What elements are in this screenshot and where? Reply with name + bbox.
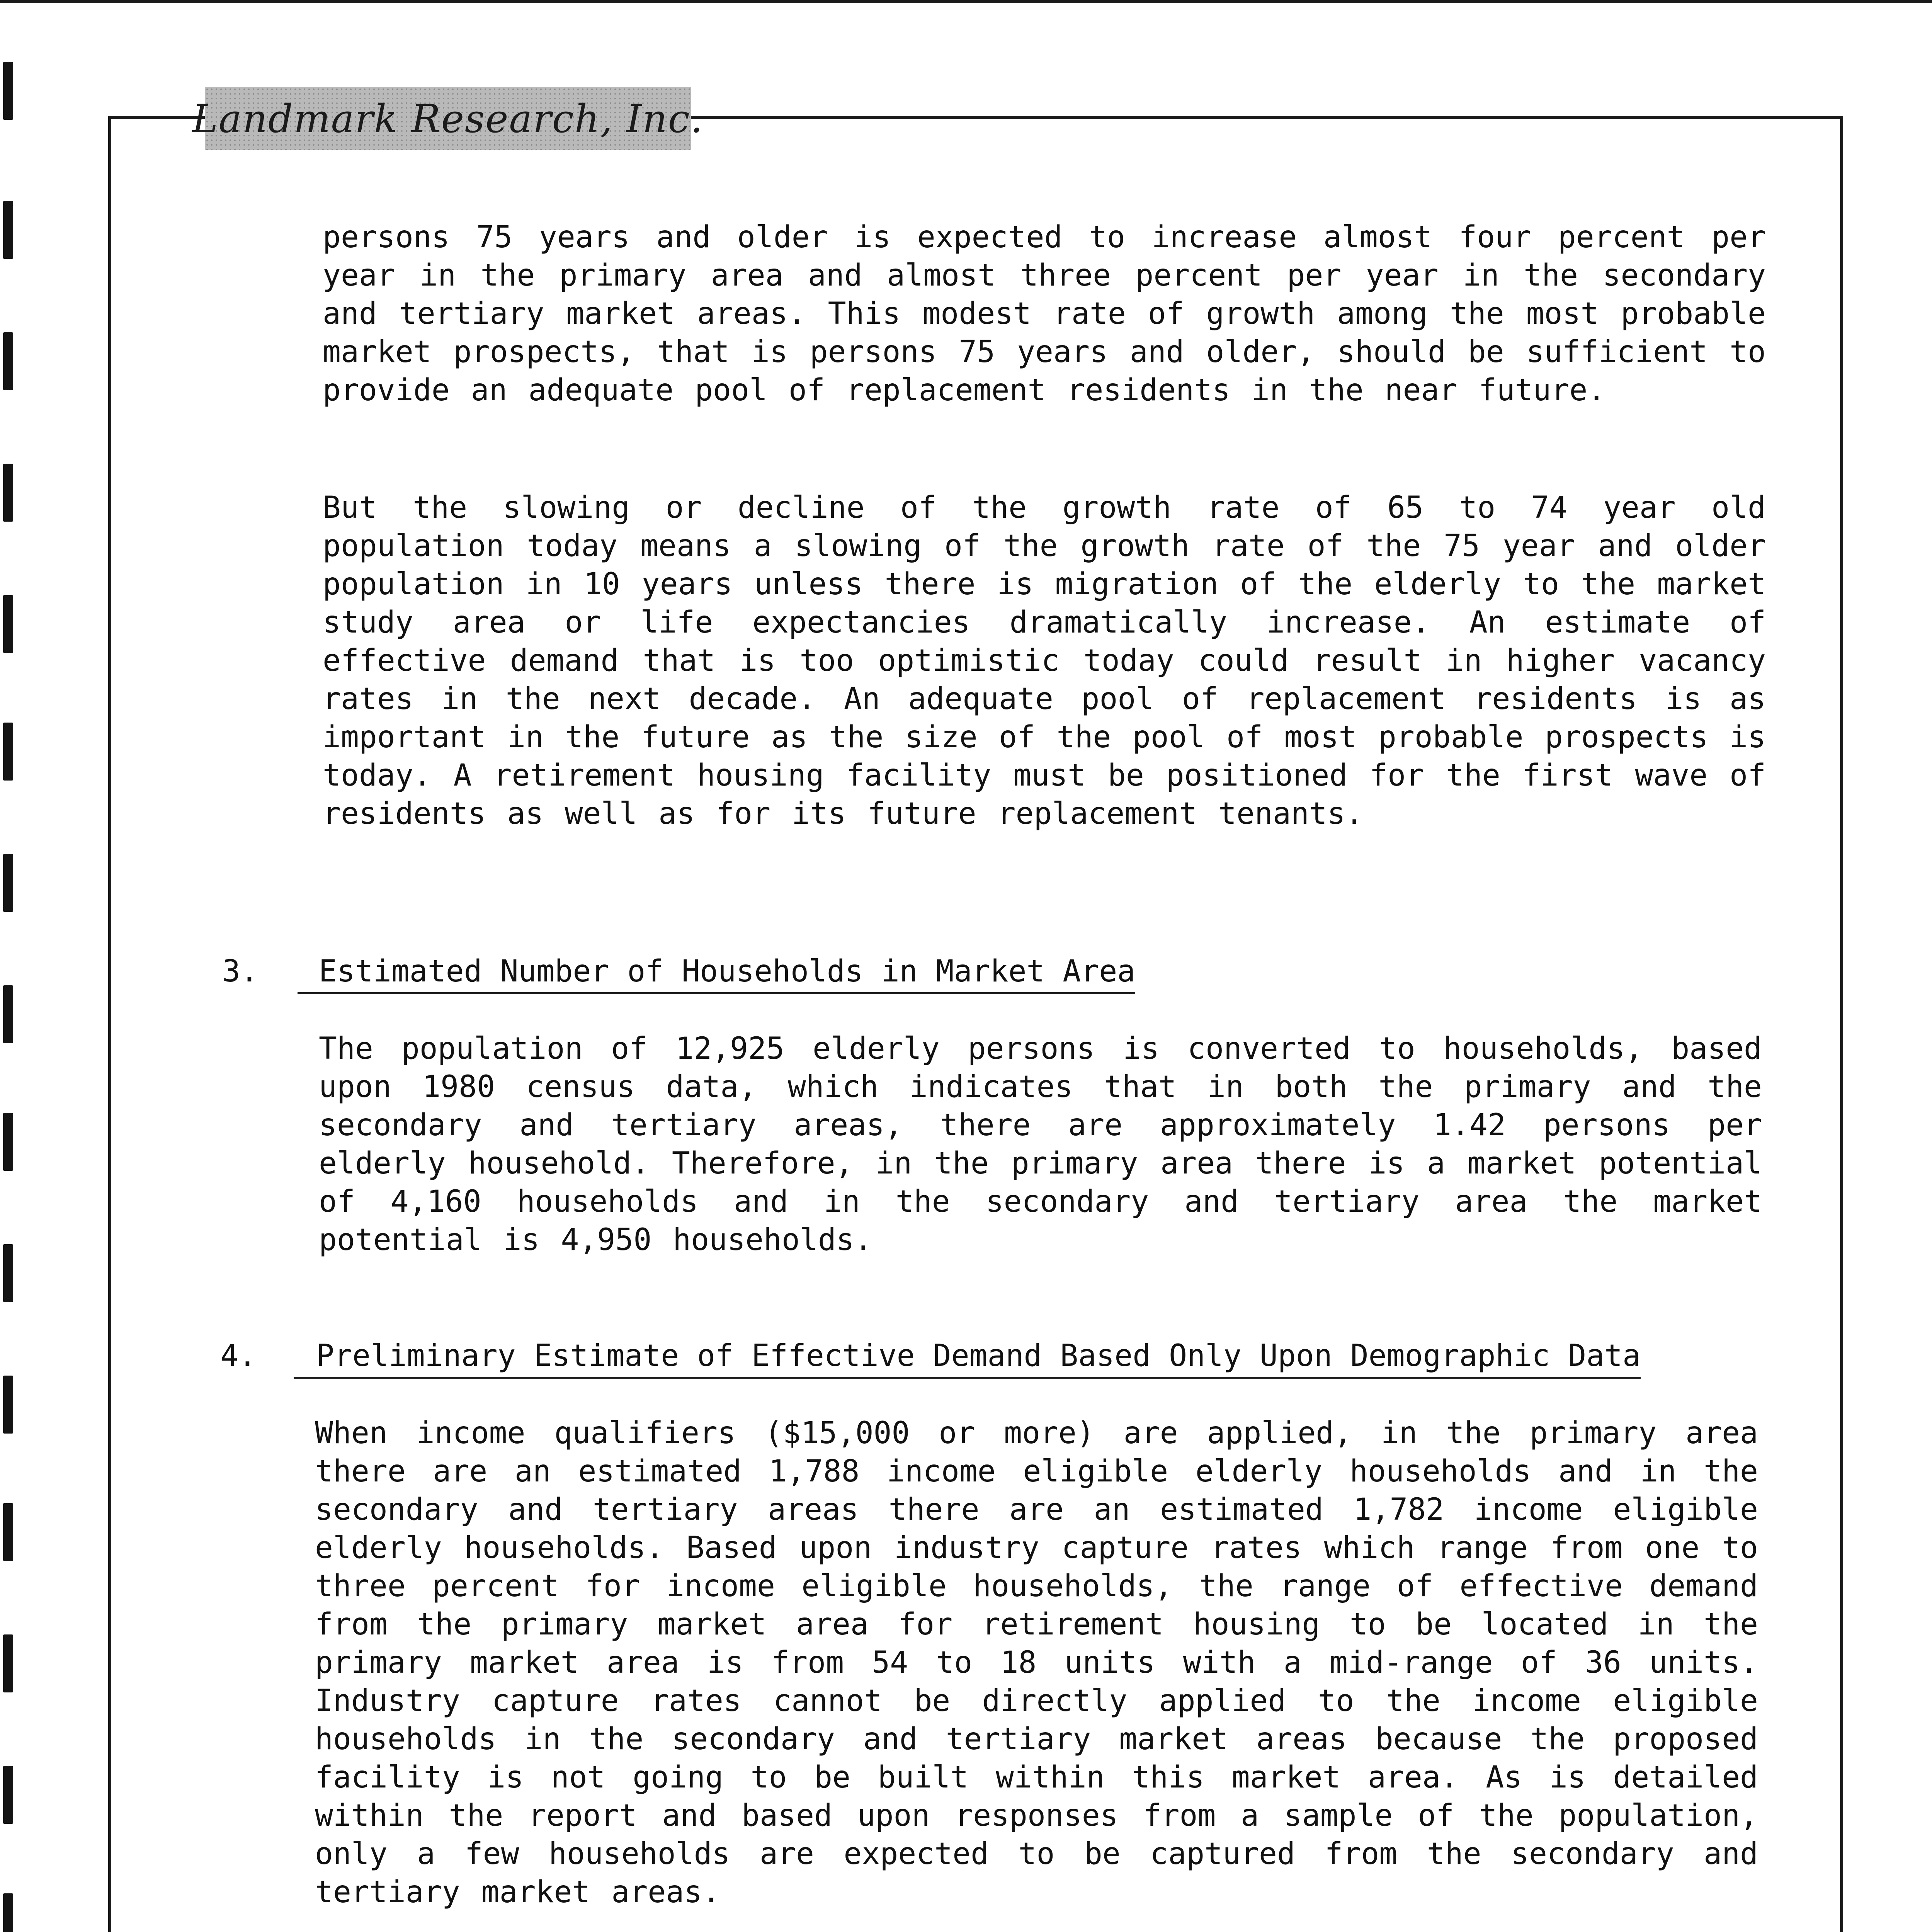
section-heading: Estimated Number of Households in Market Area — [298, 952, 1135, 994]
binding-mark — [3, 1634, 13, 1692]
body-paragraph: When income qualifiers ($15,000 or more) are applied, in the primary area there are an estimated 1,788 income eligible elderly households and in the secondary and tertiary areas there are an estimated 1,782 income eligible elderly households. Based upon industry capture rates which range from one to three percent for income eligible households, the range of effective demand from the primary market area for retirement housing to be located in the primary market area is from 54 to 18 units with a mid-range of 36 units. Industry capture rates cannot be directly applied to the income eligible households in the secondary and tertiary market areas because the proposed facility is not going to be built within this market area. As is detailed within the report and based upon responses from a sample of the population, only a few households are expected to be captured from the secondary and tertiary market areas. — [315, 1416, 1758, 1910]
binding-mark — [3, 854, 13, 912]
body-paragraph: persons 75 years and older is expected to increase almost four percent per year in the primary area and almost three percent per year in the secondary and tertiary market areas. This modest rate of growth among the most probable market prospects, that is persons 75 years and older, should be sufficient to provide an adequate pool of replacement residents in the near future. — [323, 220, 1766, 408]
binding-mark — [3, 332, 13, 390]
binding-mark — [3, 1503, 13, 1561]
body-paragraph: But the slowing or decline of the growth rate of 65 to 74 year old population today means a slowing of the growth rate of the 75 year and older population in 10 years unless there is migration of the elderly to the market study area or life expectancies dramatically increase. An estimate of effective demand that is too optimistic today could result in higher vacancy rates in the next decade. An adequate pool of replacement residents is as important in the future as the size of the pool of most probable prospects is today. A retirement housing facility must be positioned for the first wave of residents as well as for its future replacement tenants. — [323, 490, 1766, 831]
binding-mark — [3, 201, 13, 259]
binding-mark — [3, 62, 13, 120]
binding-mark — [3, 1376, 13, 1434]
company-logo — [192, 87, 704, 150]
binding-mark — [3, 1113, 13, 1171]
binding-mark — [3, 1766, 13, 1824]
binding-mark — [3, 985, 13, 1043]
section-heading: Preliminary Estimate of Effective Demand Based Only Upon Demographic Data — [294, 1337, 1641, 1379]
top-edge-rule — [0, 0, 1932, 3]
binding-mark — [3, 464, 13, 522]
binding-mark — [3, 723, 13, 781]
section-number: 4. — [220, 1338, 257, 1373]
body-paragraph: The population of 12,925 elderly persons is converted to households, based upon 1980 census data, which indicates that in both the primary and the secondary and tertiary areas, there are approximately 1.42 persons per elderly household. Therefore, in the primary area there is a market potential of 4,160 households and in the secondary and tertiary area the market potential is 4,950 households. — [319, 1031, 1762, 1257]
section-number: 3. — [222, 954, 259, 989]
binding-mark — [3, 1244, 13, 1302]
binding-mark — [3, 1893, 13, 1932]
binding-mark — [3, 595, 13, 653]
logo-text: Landmark Research, Inc. — [192, 96, 704, 141]
